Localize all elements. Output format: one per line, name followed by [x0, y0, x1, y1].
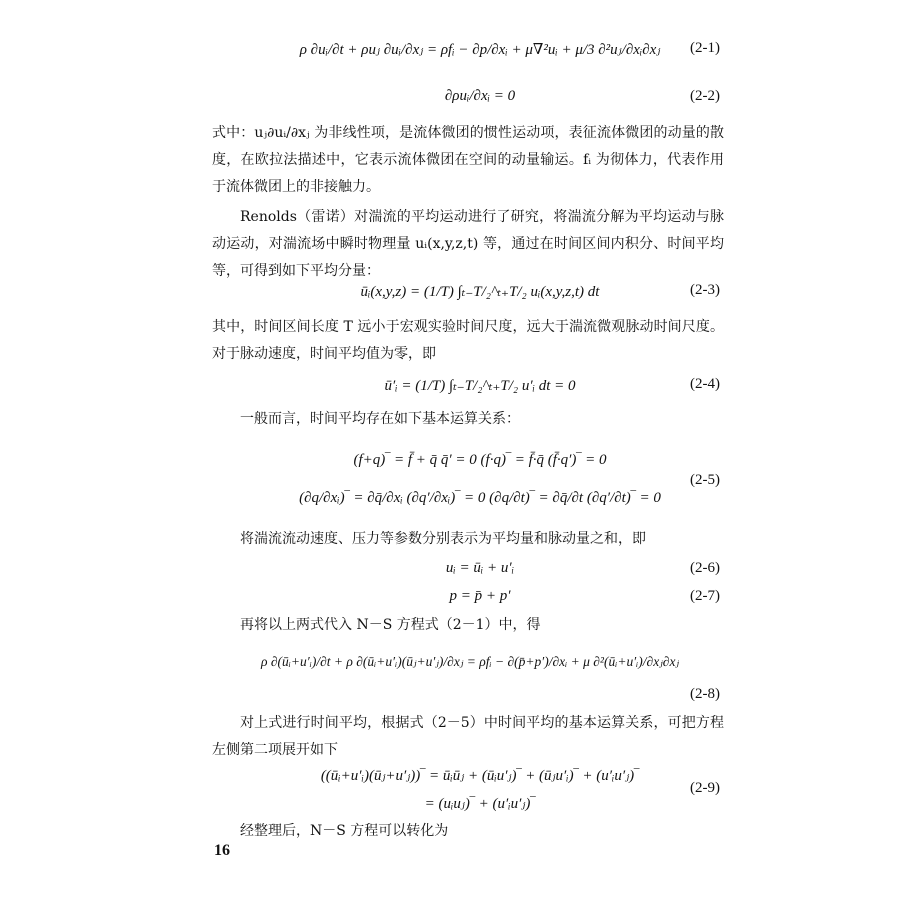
equation-number-2-7: (2-7) — [690, 588, 720, 604]
paragraph-ns-transform: 经整理后，N－S 方程可以转化为 — [240, 823, 449, 839]
equation-2-1: ρ ∂uᵢ/∂t + ρuⱼ ∂uᵢ/∂xⱼ = ρfᵢ − ∂p/∂xᵢ + μ∇²uᵢ + μ/3 ∂²uⱼ/∂xᵢ∂xⱼ — [299, 42, 661, 58]
equation-number-2-6: (2-6) — [690, 560, 720, 576]
equation-2-4: ū′ᵢ = (1/T) ∫ₜ₋T/₂^ₜ₊T/₂ u′ᵢ dt = 0 — [384, 378, 576, 394]
paragraph-mean-plus-fluctuation: 将湍流流动速度、压力等参数分别表示为平均量和脉动量之和，即 — [240, 531, 646, 547]
equation-2-3: ūᵢ(x,y,z) = (1/T) ∫ₜ₋T/₂^ₜ₊T/₂ uᵢ(x,y,z,t) dt — [360, 284, 600, 300]
equation-number-2-3: (2-3) — [690, 282, 720, 298]
equation-2-2: ∂ρuᵢ/∂xᵢ = 0 — [444, 88, 516, 104]
equation-number-2-2: (2-2) — [690, 88, 720, 104]
paragraph-nonlinear-term: 式中：uⱼ∂uᵢ/∂xⱼ 为非线性项，是流体微团的惯性运动项，表征流体微团的动量的散度，在欧拉法描述中，它表示流体微团在空间的动量输运。fᵢ 为彻体力，代表作用于流体微团上的非接触力。 — [212, 125, 724, 195]
equation-number-2-9: (2-9) — [690, 780, 720, 796]
equation-number-2-4: (2-4) — [690, 376, 720, 392]
equation-2-5-row2: (∂q/∂xᵢ)‾ = ∂q̄/∂xᵢ (∂q′/∂xᵢ)‾ = 0 (∂q/∂t)‾ = ∂q̄/∂t (∂q′/∂t)‾ = 0 — [299, 490, 661, 506]
paragraph-time-interval: 其中，时间区间长度 T 远小于宏观实验时间尺度，远大于湍流微观脉动时间尺度。对于脉动速度，时间平均值为零，即 — [212, 319, 724, 362]
paragraph-basic-operations: 一般而言，时间平均存在如下基本运算关系： — [240, 411, 520, 427]
equation-2-9-row2: = (uᵢuⱼ)‾ + (u′ᵢu′ⱼ)‾ — [424, 796, 536, 812]
equation-2-8: ρ ∂(ūᵢ+u′ᵢ)/∂t + ρ ∂(ūᵢ+u′ᵢ)(ūⱼ+u′ⱼ)/∂xⱼ = ρfᵢ − ∂(p̄+p′)/∂xᵢ + μ ∂²(ūᵢ+u′ᵢ)/∂xⱼ∂xⱼ — [260, 654, 680, 669]
equation-2-6: uᵢ = ūᵢ + u′ᵢ — [445, 560, 515, 576]
equation-2-9-row1: ((ūᵢ+u′ᵢ)(ūⱼ+u′ⱼ))‾ = ūᵢūⱼ + (ūᵢu′ⱼ)‾ + (ūⱼu′ᵢ)‾ + (u′ᵢu′ⱼ)‾ — [320, 768, 640, 784]
equation-2-5-row1: (f+q)‾ = f̄ + q̄ q̄′ = 0 (f·q)‾ = f̄·q̄ (f̄·q′)‾ = 0 — [353, 452, 607, 468]
page-number: 16 — [214, 842, 230, 859]
equation-number-2-8: (2-8) — [690, 686, 720, 702]
equation-2-7: p = p̄ + p′ — [449, 588, 511, 604]
equation-number-2-1: (2-1) — [690, 40, 720, 56]
paragraph-substitute-ns: 再将以上两式代入 N－S 方程式（2－1）中，得 — [240, 617, 541, 633]
paragraph-time-average-expand: 对上式进行时间平均，根据式（2－5）中时间平均的基本运算关系，可把方程左侧第二项展开如下 — [212, 715, 724, 758]
paragraph-reynolds-decomposition: Renolds（雷诺）对湍流的平均运动进行了研究，将湍流分解为平均运动与脉动运动，对湍流场中瞬时物理量 uᵢ(x,y,z,t) 等，通过在时间区间内积分、时间平均等，可得到如下平均分量： — [212, 209, 724, 279]
equation-number-2-5: (2-5) — [690, 472, 720, 488]
